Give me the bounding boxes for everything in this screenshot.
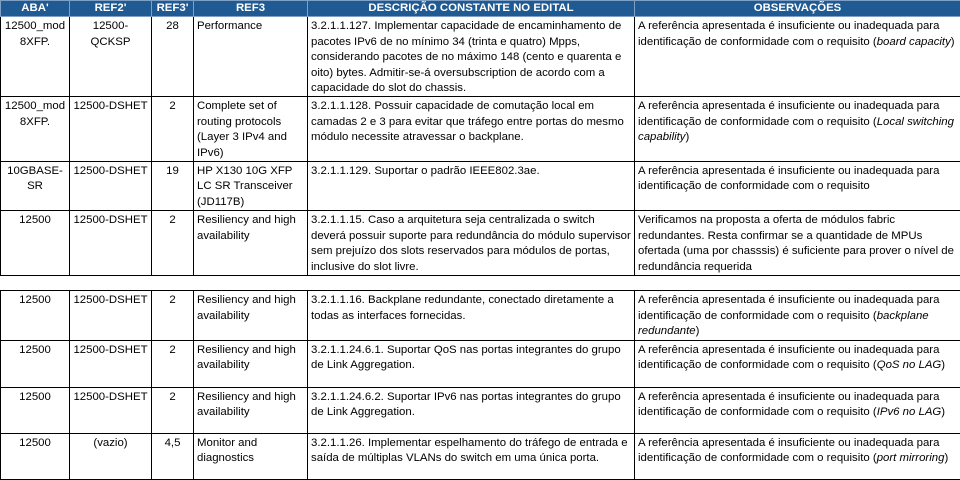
cell-ref2: 12500-DSHET xyxy=(70,340,152,387)
header-observacoes: OBSERVAÇÕES xyxy=(635,1,960,17)
cell-ref3: Performance xyxy=(194,17,308,97)
table-row xyxy=(1,387,960,433)
cell-aba: 12500 xyxy=(1,387,70,433)
cell-ref2: (vazio) xyxy=(70,433,152,479)
cell-descricao: 3.2.1.1.16. Backplane redundante, conectado diretamente a todas as interfaces fornecidas. xyxy=(308,291,635,340)
cell-ref3-prime: 2 xyxy=(152,387,194,433)
cell-aba: 12500 xyxy=(1,291,70,340)
table-row xyxy=(1,433,960,479)
table-row xyxy=(1,162,960,211)
cell-ref3: Resiliency and high availability xyxy=(194,291,308,340)
cell-observacoes: A referência apresentada é insuficiente ou inadequada para identificação de conformidade com o requisito (backplane redundante) xyxy=(635,291,960,340)
table-row xyxy=(1,291,960,340)
cell-ref3-prime: 2 xyxy=(152,291,194,340)
header-ref3-prime: REF3' xyxy=(152,1,194,17)
cell-ref2: 12500-DSHET xyxy=(70,387,152,433)
cell-ref3-prime: 2 xyxy=(152,97,194,162)
cell-observacoes: Verificamos na proposta a oferta de módulos fabric redundantes. Resta confirmar se a quantidade de MPUs ofertada (uma por chasssis) é suficiente para prover o nível de redundância requerida xyxy=(635,211,960,276)
cell-aba: 12500 xyxy=(1,433,70,479)
cell-ref2: 12500-DSHET xyxy=(70,291,152,340)
cell-ref3: Resiliency and high availability xyxy=(194,211,308,276)
cell-ref3-prime: 2 xyxy=(152,340,194,387)
cell-ref3-prime: 19 xyxy=(152,162,194,211)
cell-descricao: 3.2.1.1.15. Caso a arquitetura seja centralizada o switch deverá possuir suporte para redundância do módulo supervisor sem prejuízo dos slots reservados para módulos de portas, inclusive do slot livre. xyxy=(308,211,635,276)
cell-ref3-prime: 4,5 xyxy=(152,433,194,479)
cell-ref3: Complete set of routing protocols (Layer 3 IPv4 and IPv6) xyxy=(194,97,308,162)
cell-descricao: 3.2.1.1.128. Possuir capacidade de comutação local em camadas 2 e 3 para evitar que tráfego entre portas do mesmo módulo necessite atravessar o backplane. xyxy=(308,97,635,162)
cell-observacoes: A referência apresentada é insuficiente ou inadequada para identificação de conformidade com o requisito xyxy=(635,162,960,211)
cell-ref3: Monitor and diagnostics xyxy=(194,433,308,479)
cell-ref3: Resiliency and high availability xyxy=(194,387,308,433)
cell-observacoes: A referência apresentada é insuficiente ou inadequada para identificação de conformidade com o requisito (Local switching capability) xyxy=(635,97,960,162)
cell-descricao: 3.2.1.1.127. Implementar capacidade de encaminhamento de pacotes IPv6 de no mínimo 34 (trinta e quatro) Mpps, considerando pacotes de no máximo 148 (cento e quarenta e oito) bytes. Admitir-se-á oversubscription de acordo com a capacidade do slot do chassis. xyxy=(308,17,635,97)
cell-descricao: 3.2.1.1.24.6.1. Suportar QoS nas portas integrantes do grupo de Link Aggregation. xyxy=(308,340,635,387)
cell-descricao: 3.2.1.1.129. Suportar o padrão IEEE802.3ae. xyxy=(308,162,635,211)
cell-descricao: 3.2.1.1.26. Implementar espelhamento do tráfego de entrada e saída de múltiplas VLANs do switch em uma única porta. xyxy=(308,433,635,479)
cell-ref3-prime: 2 xyxy=(152,211,194,276)
cell-aba: 12500_mod 8XFP. xyxy=(1,17,70,97)
cell-ref3: Resiliency and high availability xyxy=(194,340,308,387)
table-row xyxy=(1,97,960,162)
cell-aba: 12500 xyxy=(1,340,70,387)
cell-aba: 12500_mod 8XFP. xyxy=(1,97,70,162)
header-ref3: REF3 xyxy=(194,1,308,17)
header-aba: ABA' xyxy=(1,1,70,17)
header-row xyxy=(1,1,960,17)
table-row xyxy=(1,340,960,387)
table-row xyxy=(1,17,960,97)
cell-descricao: 3.2.1.1.24.6.2. Suportar IPv6 nas portas integrantes do grupo de Link Aggregation. xyxy=(308,387,635,433)
section-gap xyxy=(1,276,960,291)
header-descricao: DESCRIÇÃO CONSTANTE NO EDITAL xyxy=(308,1,635,17)
cell-aba: 10GBASE-SR xyxy=(1,162,70,211)
cell-aba: 12500 xyxy=(1,211,70,276)
header-ref2: REF2' xyxy=(70,1,152,17)
cell-ref2: 12500-DSHET xyxy=(70,162,152,211)
cell-ref3-prime: 28 xyxy=(152,17,194,97)
cell-ref2: 12500-DSHET xyxy=(70,211,152,276)
cell-observacoes: A referência apresentada é insuficiente ou inadequada para identificação de conformidade com o requisito (QoS no LAG) xyxy=(635,340,960,387)
cell-observacoes: A referência apresentada é insuficiente ou inadequada para identificação de conformidade com o requisito (board capacity) xyxy=(635,17,960,97)
table-row xyxy=(1,211,960,276)
cell-observacoes: A referência apresentada é insuficiente ou inadequada para identificação de conformidade com o requisito (port mirroring) xyxy=(635,433,960,479)
cell-ref2: 12500-QCKSP xyxy=(70,17,152,97)
cell-ref2: 12500-DSHET xyxy=(70,97,152,162)
cell-observacoes: A referência apresentada é insuficiente ou inadequada para identificação de conformidade com o requisito (IPv6 no LAG) xyxy=(635,387,960,433)
cell-ref3: HP X130 10G XFP LC SR Transceiver (JD117B) xyxy=(194,162,308,211)
